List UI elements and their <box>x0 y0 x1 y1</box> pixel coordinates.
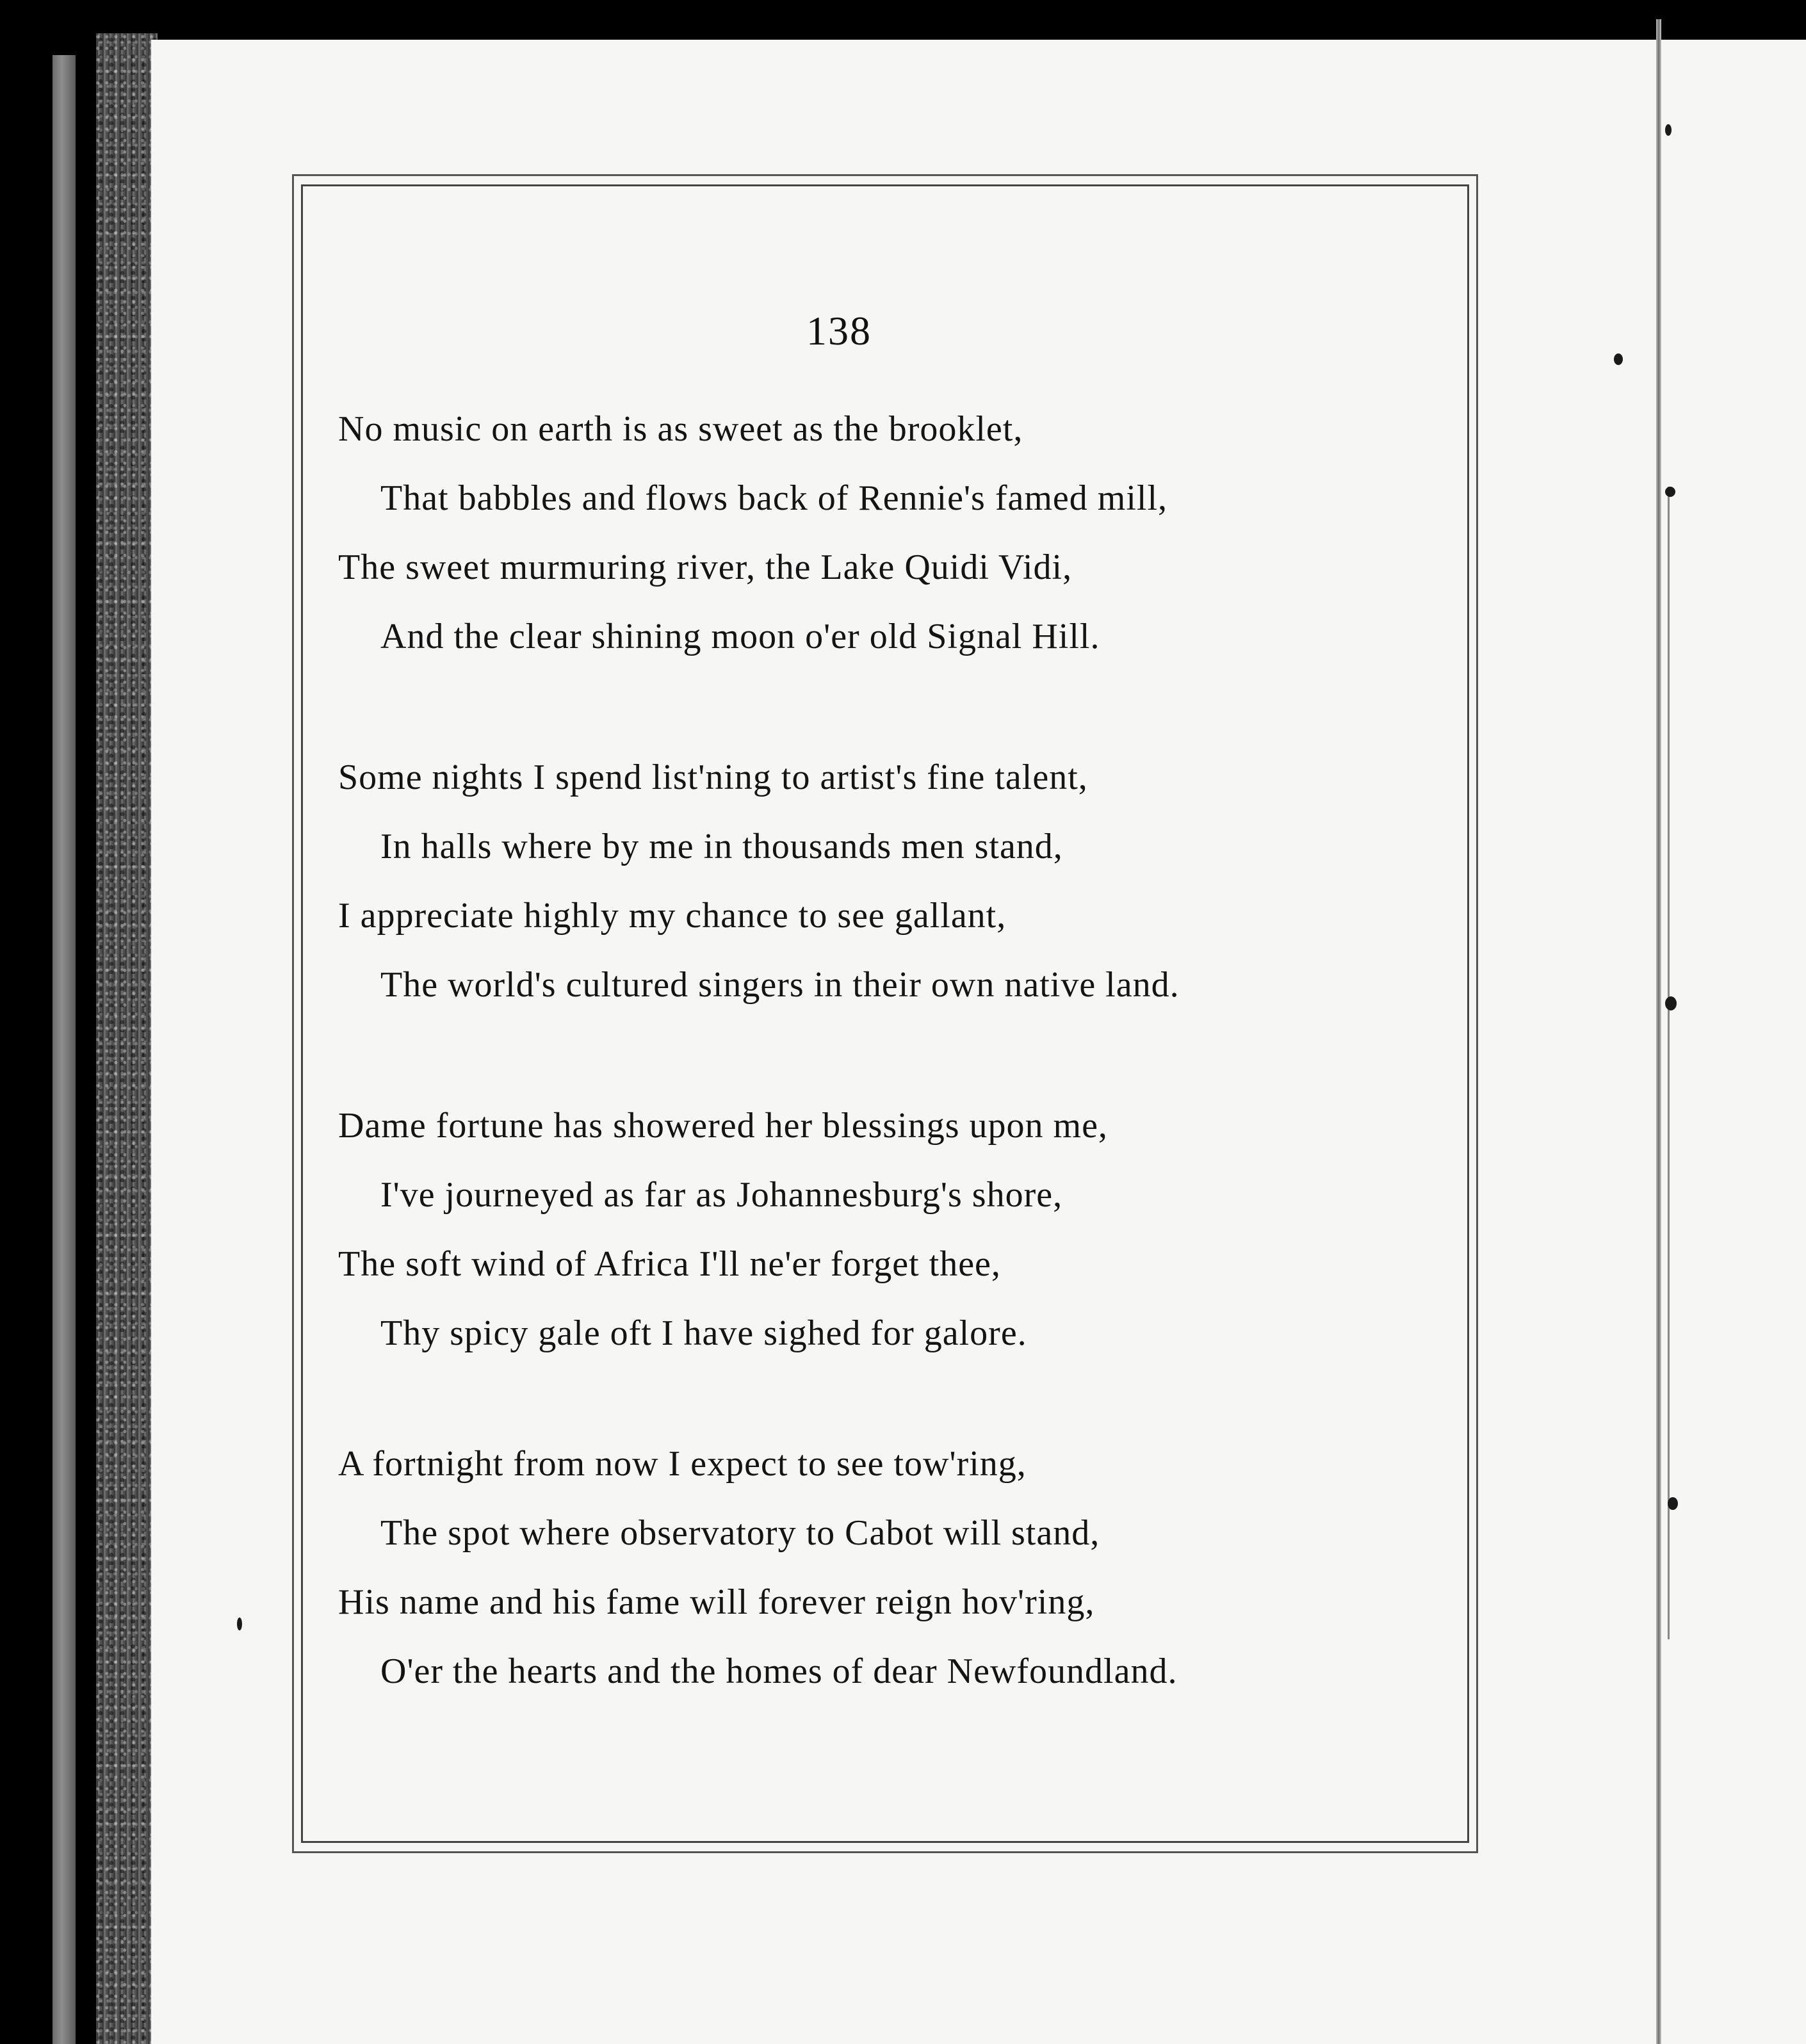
verse-line: Thy spicy gale oft I have sighed for galore. <box>380 1313 1027 1353</box>
ink-speck <box>237 1618 242 1630</box>
verse-line: Some nights I spend list'ning to artist's fine talent, <box>338 758 1088 797</box>
ink-speck <box>1665 996 1677 1010</box>
verse-line: No music on earth is as sweet as the brooklet, <box>338 409 1023 449</box>
page-gutter <box>1656 19 1661 2044</box>
ink-speck <box>1668 1497 1678 1510</box>
verse-line: I've journeyed as far as Johannesburg's shore, <box>380 1175 1063 1215</box>
verse-line: The soft wind of Africa I'll ne'er forget thee, <box>338 1244 1001 1284</box>
verse-line: The world's cultured singers in their own native land. <box>380 965 1180 1005</box>
verse-line: In halls where by me in thousands men stand, <box>380 827 1063 866</box>
verse-line: The spot where observatory to Cabot will stand, <box>380 1513 1100 1553</box>
ink-speck <box>1665 124 1672 136</box>
verse-line: A fortnight from now I expect to see tow'ring, <box>338 1444 1027 1484</box>
verse-line: O'er the hearts and the homes of dear Newfoundland. <box>380 1651 1178 1691</box>
verse-line: And the clear shining moon o'er old Signal Hill. <box>380 617 1100 656</box>
verse-line: Dame fortune has showered her blessings upon me, <box>338 1106 1108 1146</box>
verse-line: The sweet murmuring river, the Lake Quidi Vidi, <box>338 548 1073 587</box>
ink-speck <box>1614 353 1623 365</box>
page-number: 138 <box>806 308 872 353</box>
scanner-bed-strip <box>53 55 76 2044</box>
stanza-3 <box>338 1091 1427 1368</box>
stanza-4 <box>338 1429 1427 1706</box>
verse-line: I appreciate highly my chance to see gallant, <box>338 896 1007 936</box>
verse-line: His name and his fame will forever reign hov'ring, <box>338 1582 1095 1622</box>
verse-line: That babbles and flows back of Rennie's famed mill, <box>380 478 1167 518</box>
book-spine-edge <box>96 33 158 2044</box>
stanza-1 <box>338 394 1427 671</box>
stanza-2 <box>338 743 1427 1019</box>
ink-speck <box>1665 487 1675 497</box>
next-page-edge <box>1668 487 1670 1639</box>
